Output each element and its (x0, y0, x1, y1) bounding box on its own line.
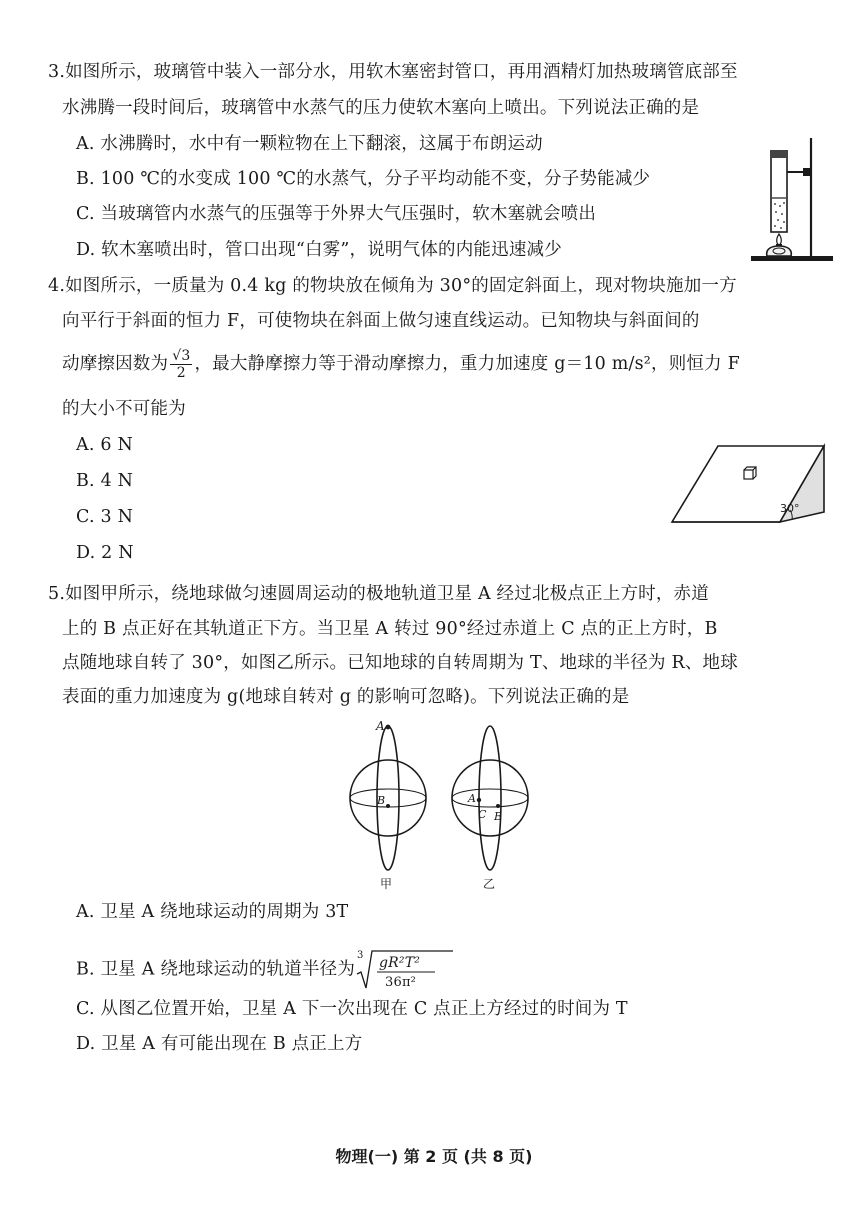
label-point-b-jia: B (377, 794, 386, 807)
figure-jia (350, 719, 426, 891)
q3-stem-line2: 水沸腾一段时间后，玻璃管中水蒸气的压力使软木塞向上喷出。下列说法正确的是 (62, 98, 700, 118)
q4-stem-line2: 向平行于斜面的恒力 F，可使物块在斜面上做匀速直线运动。已知物块与斜面间的 (62, 311, 700, 331)
radical-index: 3 (357, 950, 364, 961)
q3-option-b: B. 100 ℃的水变成 100 ℃的水蒸气，分子平均动能不变，分子势能减少 (76, 169, 651, 189)
q5-option-c: C. 从图乙位置开始，卫星 A 下一次出现在 C 点正上方经过的时间为 T (76, 999, 628, 1019)
figure-label-yi: 乙 (483, 877, 496, 891)
q5-option-b (76, 948, 455, 992)
q3-option-d: D. 软木塞喷出时，管口出现“白雾”，说明气体的内能迅速减少 (76, 240, 562, 260)
q4-stem-line3 (62, 348, 740, 381)
label-satellite-a-yi: A (468, 792, 476, 805)
q5-stem-line1: 5.如图甲所示，绕地球做匀速圆周运动的极地轨道卫星 A 经过北极点正上方时，赤道 (48, 584, 709, 604)
glass-tube-apparatus-figure (745, 132, 835, 264)
root-denominator: 36π² (385, 975, 417, 990)
q4-option-c: C. 3 N (76, 507, 134, 527)
cube-root-expression (355, 948, 455, 992)
q4-stem-line1: 4.如图所示，一质量为 0.4 kg 的物块放在倾角为 30°的固定斜面上，现对物块施加一方 (48, 276, 737, 296)
q5-stem-line3: 点随地球自转了 30°，如图乙所示。已知地球的自转周期为 T、地球的半径为 R、地球 (62, 653, 738, 673)
q4-option-a: A. 6 N (76, 435, 133, 455)
q4-option-d: D. 2 N (76, 543, 134, 563)
satellite-orbit-figure (340, 718, 550, 892)
label-satellite-a-jia: A (376, 719, 385, 733)
q5-stem-line4: 表面的重力加速度为 g(地球自转对 g 的影响可忽略)。下列说法正确的是 (62, 687, 630, 707)
q5-option-b-prefix: B. 卫星 A 绕地球运动的轨道半径为 (76, 959, 356, 980)
radical-sign (355, 948, 455, 992)
q4-stem-line3-prefix: 动摩擦因数为 (62, 354, 169, 374)
root-numerator: gR²T² (379, 955, 421, 971)
q5-option-a: A. 卫星 A 绕地球运动的周期为 3T (76, 902, 349, 922)
q3-option-c: C. 当玻璃管内水蒸气的压强等于外界大气压强时，软木塞就会喷出 (76, 204, 597, 224)
q4-stem-line3-suffix: ，最大静摩擦力等于滑动摩擦力，重力加速度 g＝10 m/s²，则恒力 F (194, 354, 740, 374)
fraction-denominator: 2 (176, 365, 186, 381)
fraction-numerator: √3 (172, 348, 191, 364)
q5-stem-line2: 上的 B 点正好在其轨道正下方。当卫星 A 转过 90°经过赤道上 C 点的正上方时，B (62, 619, 718, 639)
incline-angle-label: 30° (780, 502, 800, 515)
page-footer: 物理(一) 第 2 页 (共 8 页) (335, 1147, 533, 1166)
q4-stem-line4: 的大小不可能为 (62, 399, 186, 419)
friction-coefficient-fraction (170, 348, 192, 381)
label-point-b-yi: B (494, 810, 503, 823)
q3-option-a: A. 水沸腾时，水中有一颗粒物在上下翻滚，这属于布朗运动 (76, 134, 543, 154)
q5-option-d: D. 卫星 A 有可能出现在 B 点正上方 (76, 1034, 363, 1054)
q3-stem-line1: 3.如图所示，玻璃管中装入一部分水，用软木塞密封管口，再用酒精灯加热玻璃管底部至 (48, 62, 738, 82)
label-point-c-yi: C (478, 808, 487, 821)
q4-option-b: B. 4 N (76, 471, 134, 491)
figure-label-jia: 甲 (380, 877, 393, 891)
figure-yi (452, 726, 528, 891)
incline-plane-figure (668, 440, 832, 526)
